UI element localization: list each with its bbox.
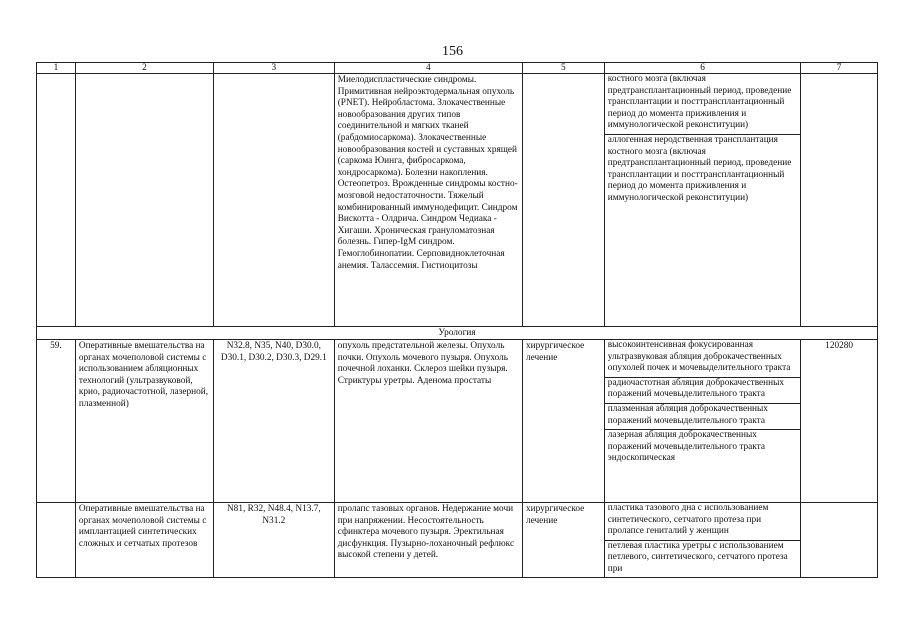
page-number: 156 [442, 44, 463, 59]
method-item: пластика тазового дна с использованием синтетического, сетчатого протеза при пролапсе гениталий у женщин [605, 503, 800, 541]
cell-empty [75, 74, 213, 327]
column-header-6: 6 [604, 63, 800, 74]
cell-diagnoses: Миелодиспластические синдромы. Примитивная нейроэктодермальная опухоль (PNET). Нейробластома. Злокачественные новообразования других типов соединительной и мягких тканей (рабдомиосаркома). Злокачественные новообразования костей и суставных хрящей (саркома Юинга, фибросаркома, хондросаркома). Болезни накопления. Остеопетроз. Врожденные синдромы костно-мозговой недостаточности. Тяжелый комбинированный иммунодефицит. Синдром Вискотта - Олдрича. Синдром Чедиака - Хигаши. Хроническая грануломатозная болезнь. Гипер-IgM синдром. Гемоглобинопатии. Серповидноклеточная анемия. Талассемия. Гистиоцитозы [334, 74, 522, 327]
cell-empty [801, 503, 878, 578]
method-item: петлевая пластика уретры с использованием петлевого, синтетического, сетчатого протеза при [607, 540, 788, 574]
method-item: высокоинтенсивная фокусированная ультразвуковая абляция доброкачественных опухолей почек и мочевыделительного тракта [605, 340, 800, 378]
cell-treatment-type: хирургическое лечение [522, 503, 604, 578]
column-header-1: 1 [37, 63, 76, 74]
method-item: плазменная абляция доброкачественных поражений мочевыделительного тракта [605, 404, 800, 430]
cell-icd-codes: N81, R32, N48.4, N13.7, N31.2 [213, 503, 334, 578]
cell-empty [37, 74, 76, 327]
table-row-continuation [37, 74, 878, 327]
section-title: Урология [37, 327, 878, 340]
column-header-5: 5 [522, 63, 604, 74]
method-item: костного мозга (включая предтрансплантационный период, проведение трансплантации и посттрансплантационный период до момента приживления и иммунологической реконституции) [605, 74, 800, 135]
table-row-59 [37, 340, 878, 503]
row-number: 59. [37, 340, 76, 503]
cell-cost: 120280 [801, 340, 878, 503]
cell-methods [604, 74, 800, 327]
column-header-4: 4 [334, 63, 522, 74]
cell-icd-codes: N32.8, N35, N40, D30.0, D30.1, D30.2, D30.3, D29.1 [213, 340, 334, 503]
cell-empty [801, 74, 878, 327]
column-header-7: 7 [801, 63, 878, 74]
method-item: лазерная абляция доброкачественных поражений мочевыделительного тракта эндоскопическая [607, 430, 765, 464]
section-row [37, 327, 878, 340]
services-table [36, 62, 878, 578]
column-number-row [37, 63, 878, 74]
column-header-3: 3 [213, 63, 334, 74]
table-row-60 [37, 503, 878, 578]
cell-intervention: Оперативные вмешательства на органах мочеполовой системы с использованием абляционных технологий (ультразвуковой, крио, радиочастотной, лазерной, плазменной) [75, 340, 213, 503]
column-header-2: 2 [75, 63, 213, 74]
cell-diagnoses: опухоль предстательной железы. Опухоль почки. Опухоль мочевого пузыря. Опухоль почечной лоханки. Склероз шейки пузыря. Стриктуры уретры. Аденома простаты [334, 340, 522, 503]
cell-methods [604, 340, 800, 503]
cell-treatment-type: хирургическое лечение [522, 340, 604, 503]
cell-intervention: Оперативные вмешательства на органах мочеполовой системы с имплантацией синтетических сложных и сетчатых протезов [75, 503, 213, 578]
cell-methods [604, 503, 800, 578]
cell-empty [213, 74, 334, 327]
cell-diagnoses: пролапс тазовых органов. Недержание мочи при напряжении. Несостоятельность сфинктера мочевого пузыря. Эректильная дисфункция. Пузырно-лоханочный рефлюкс высокой степени у детей. [334, 503, 522, 578]
cell-empty [37, 503, 76, 578]
method-item: радиочастотная абляция доброкачественных поражений мочевыделительного тракта [605, 378, 800, 404]
cell-empty [522, 74, 604, 327]
method-item: аллогенная неродственная трансплантация костного мозга (включая предтрансплантационный период, проведение трансплантации и посттрансплантационный период до момента приживления и иммунологической реконституции) [607, 134, 792, 203]
